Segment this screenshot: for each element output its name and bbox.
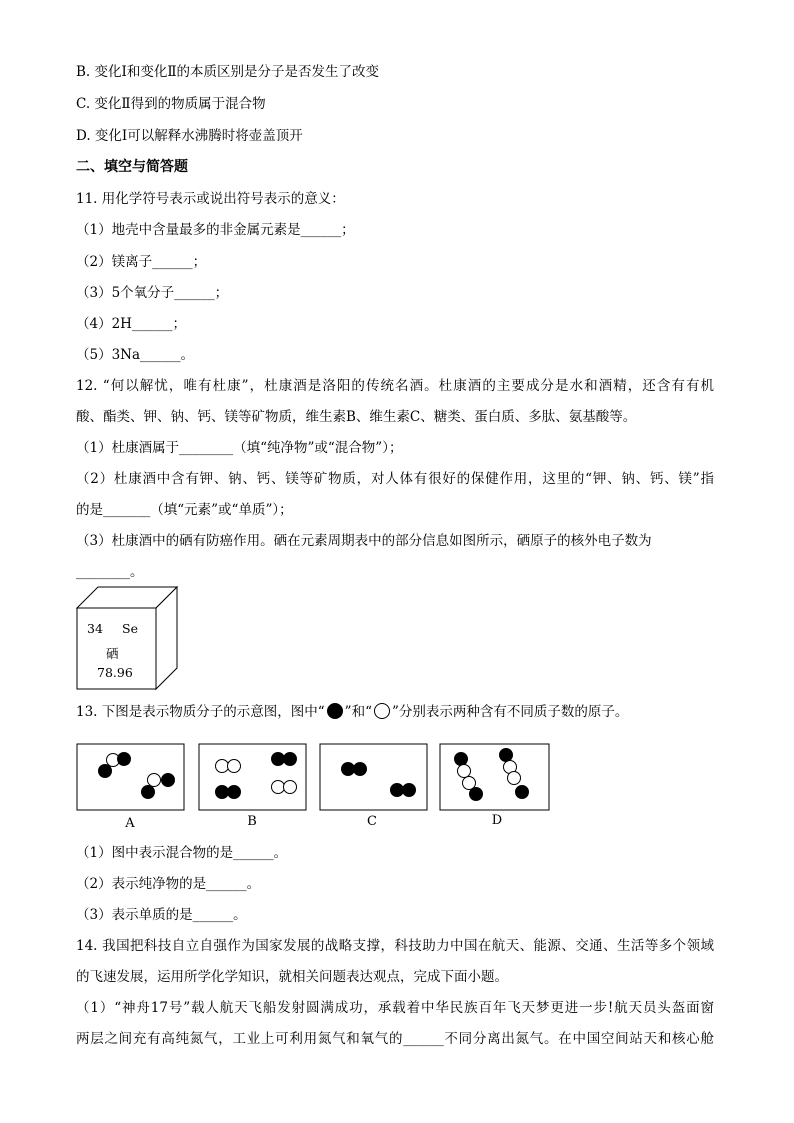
question-12-1: （1）杜康酒属于________（填“纯净物”或“混合物”）； xyxy=(76,440,403,456)
question-12-3-line-2: ________。 xyxy=(76,564,144,580)
question-14-1-line-1: （1）“神舟17号”载人航天飞船发射圆满成功，承载着中华民族百年飞天梦更进一步!航天员头盔面窗 xyxy=(76,1000,714,1016)
question-13-3: （3）表示单质的是______。 xyxy=(76,907,247,923)
molecule-diagrams xyxy=(76,743,556,839)
question-11-4: （4）2H______； xyxy=(76,316,186,332)
atomic-number: 34 xyxy=(87,621,103,636)
diagram-label-b: B xyxy=(247,814,257,829)
question-13-text-mid: ”和“ xyxy=(344,704,372,720)
diagram-d xyxy=(440,744,549,810)
element-symbol: Se xyxy=(122,621,138,636)
element-name: 硒 xyxy=(106,646,119,661)
question-13-2: （2）表示纯净物的是______。 xyxy=(76,876,261,892)
question-11-3: （3）5个氧分子______； xyxy=(76,285,229,301)
question-13 xyxy=(76,702,628,722)
question-12-line-1: 12. “何以解忧，唯有杜康”，杜康酒是洛阳的传统名酒。杜康酒的主要成分是水和酒精，还含有有机 xyxy=(76,378,714,394)
diagram-label-c: C xyxy=(367,814,377,829)
diagram-c xyxy=(320,744,427,810)
atomic-mass: 78.96 xyxy=(97,665,133,680)
question-14-1-line-2: 两层之间充有高纯氮气，工业上可利用氮气和氧气的______不同分离出氮气。在中国空间站天和核心舱 xyxy=(76,1031,714,1047)
question-12-2-line-1: （2）杜康酒中含有钾、钠、钙、镁等矿物质，对人体有很好的保健作用，这里的“钾、钠、钙、镁”指 xyxy=(76,471,714,487)
question-12-line-2: 酸、酯类、钾、钠、钙、镁等矿物质，维生素B、维生素C、糖类、蛋白质、多肽、氨基酸等。 xyxy=(76,409,637,425)
question-11-2: （2）镁离子______； xyxy=(76,254,207,270)
question-13-1: （1）图中表示混合物的是______。 xyxy=(76,845,288,861)
question-14-line-2: 的飞速发展，运用所学化学知识，就相关问题表达观点，完成下面小题。 xyxy=(76,969,508,985)
question-13-text-end: ”分别表示两种含有不同质子数的原子。 xyxy=(391,704,629,720)
diagram-a xyxy=(77,744,184,810)
question-12-3-line-1: （3）杜康酒中的硒有防癌作用。硒在元素周期表中的部分信息如图所示，硒原子的核外电子数为 xyxy=(76,533,652,549)
question-13-text-start: 13. 下图是表示物质分子的示意图，图中“ xyxy=(76,704,325,720)
question-14-line-1: 14. 我国把科技自立自强作为国家发展的战略支撑，科技助力中国在航天、能源、交通、生活等多个领域 xyxy=(76,938,714,954)
question-11: 11. 用化学符号表示或说出符号表示的意义： xyxy=(76,191,345,207)
diagram-label-a: A xyxy=(125,816,135,831)
option-c: C. 变化Ⅱ得到的物质属于混合物 xyxy=(76,96,266,112)
option-d: D. 变化Ⅰ可以解释水沸腾时将壶盖顶开 xyxy=(76,128,303,144)
question-11-1: （1）地壳中含量最多的非金属元素是______； xyxy=(76,222,355,238)
section-heading: 二、填空与简答题 xyxy=(76,159,188,175)
white-atom-icon xyxy=(374,703,390,719)
black-atom-icon xyxy=(327,703,343,719)
element-cube-figure xyxy=(76,586,182,692)
question-11-5: （5）3Na______。 xyxy=(76,347,195,363)
question-12-2-line-2: 的是_______（填“元素”或“单质”）； xyxy=(76,502,293,518)
diagram-b xyxy=(199,744,306,810)
diagram-label-d: D xyxy=(491,813,503,828)
option-b: B. 变化Ⅰ和变化Ⅱ的本质区别是分子是否发生了改变 xyxy=(76,64,380,80)
